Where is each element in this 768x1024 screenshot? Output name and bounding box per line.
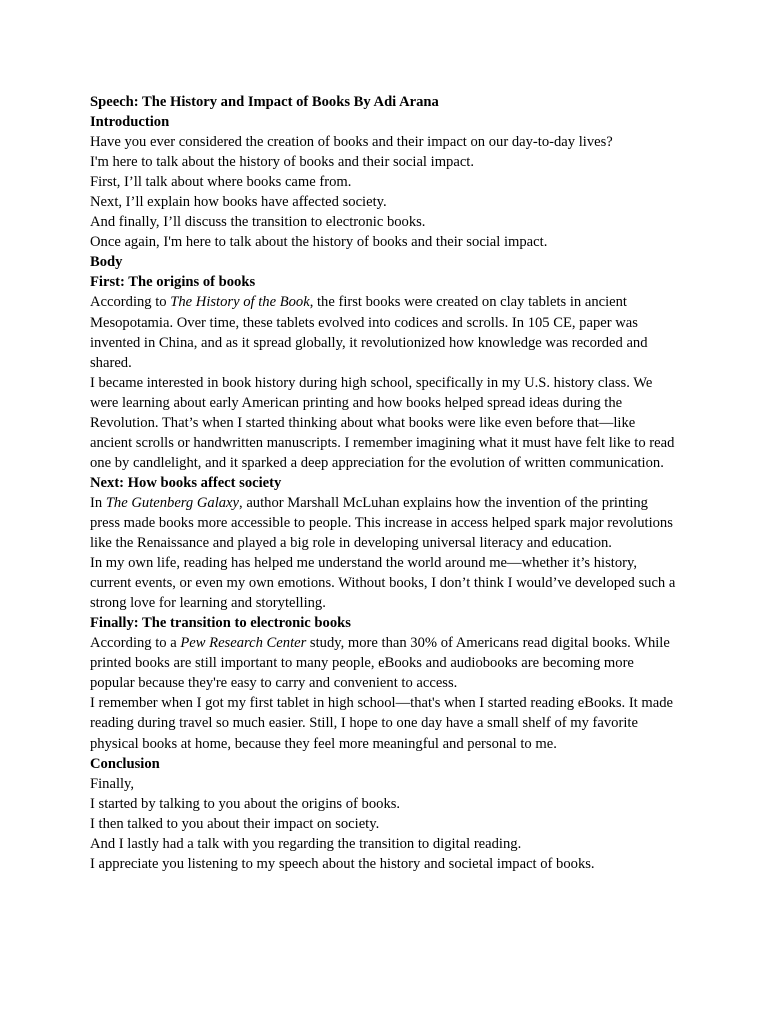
origins-paragraph-1 (90, 292, 680, 372)
society-paragraph-2: In my own life, reading has helped me understand the world around me—whether it’s history, current events, or even my own emotions. Without books, I don’t think I would’ve developed such a strong love for learning and storytelling. (90, 555, 676, 612)
document-title: Speech: The History and Impact of Books By Adi Arana (90, 94, 439, 110)
subsection-heading-origins: First: The origins of books (90, 274, 256, 291)
electronic-p1-rest: study, more than 30% of Americans read digital books. While printed books are still important to many people, eBooks and audiobooks are becoming more popular because they're easy to carry and convenient to access. (90, 635, 670, 692)
society-p1-lead: In (90, 494, 106, 511)
electronic-p1-lead: According to a (90, 635, 181, 652)
society-source-title: The Gutenberg Galaxy (105, 494, 240, 511)
conclusion-line: Finally, (90, 775, 135, 792)
conclusion-line: I started by talking to you about the origins of books. (90, 795, 401, 812)
origins-paragraph-2: I became interested in book history during high school, specifically in my U.S. history class. We were learning about early American printing and how books helped spread ideas during the Revolution. That’s when I started thinking about what books were like even before that—like ancient scrolls or handwritten manuscripts. I remember imagining what it must have felt like to read one by candlelight, and it sparked a deep appreciation for the evolution of written communication. (90, 374, 675, 471)
subsection-heading-electronic: Finally: The transition to electronic books (90, 615, 351, 632)
intro-line: Once again, I'm here to talk about the history of books and their social impact. (90, 234, 548, 251)
origins-p1-lead: According to (90, 294, 171, 311)
intro-line: I'm here to talk about the history of books and their social impact. (90, 154, 474, 171)
society-paragraph-1 (90, 493, 680, 553)
intro-line: And finally, I’ll discuss the transition to electronic books. (90, 214, 426, 231)
intro-line: Have you ever considered the creation of books and their impact on our day-to-day lives? (90, 134, 613, 151)
electronic-paragraph-1 (90, 633, 680, 693)
document-page (90, 92, 680, 874)
electronic-paragraph-2: I remember when I got my first tablet in high school—that's when I started reading eBooks. It made reading during travel so much easier. Still, I hope to one day have a small shelf of my favorite physical books at home, because they feel more meaningful and personal to me. (90, 695, 673, 752)
origins-p1-rest: , the first books were created on clay tablets in ancient Mesopotamia. Over time, these tablets evolved into codices and scrolls. In 105 CE, paper was invented in China, and as it spread globally, it revolutionized how knowledge was recorded and shared. (90, 294, 648, 371)
section-heading-body: Body (90, 254, 123, 271)
subsection-heading-society: Next: How books affect society (90, 474, 282, 491)
conclusion-line: And I lastly had a talk with you regarding the transition to digital reading. (90, 835, 522, 852)
intro-line: First, I’ll talk about where books came from. (90, 174, 352, 191)
section-heading-introduction: Introduction (90, 114, 170, 131)
conclusion-line: I then talked to you about their impact on society. (90, 815, 380, 832)
conclusion-line: I appreciate you listening to my speech about the history and societal impact of books. (90, 855, 595, 872)
electronic-source-title: Pew Research Center (180, 635, 307, 652)
section-heading-conclusion: Conclusion (90, 755, 160, 772)
intro-line: Next, I’ll explain how books have affected society. (90, 194, 387, 211)
origins-source-title: The History of the Book (170, 294, 310, 311)
society-p1-rest: , author Marshall McLuhan explains how the invention of the printing press made books more accessible to people. This increase in access helped spark major revolutions like the Renaissance and played a big role in developing universal literacy and education. (90, 494, 673, 552)
